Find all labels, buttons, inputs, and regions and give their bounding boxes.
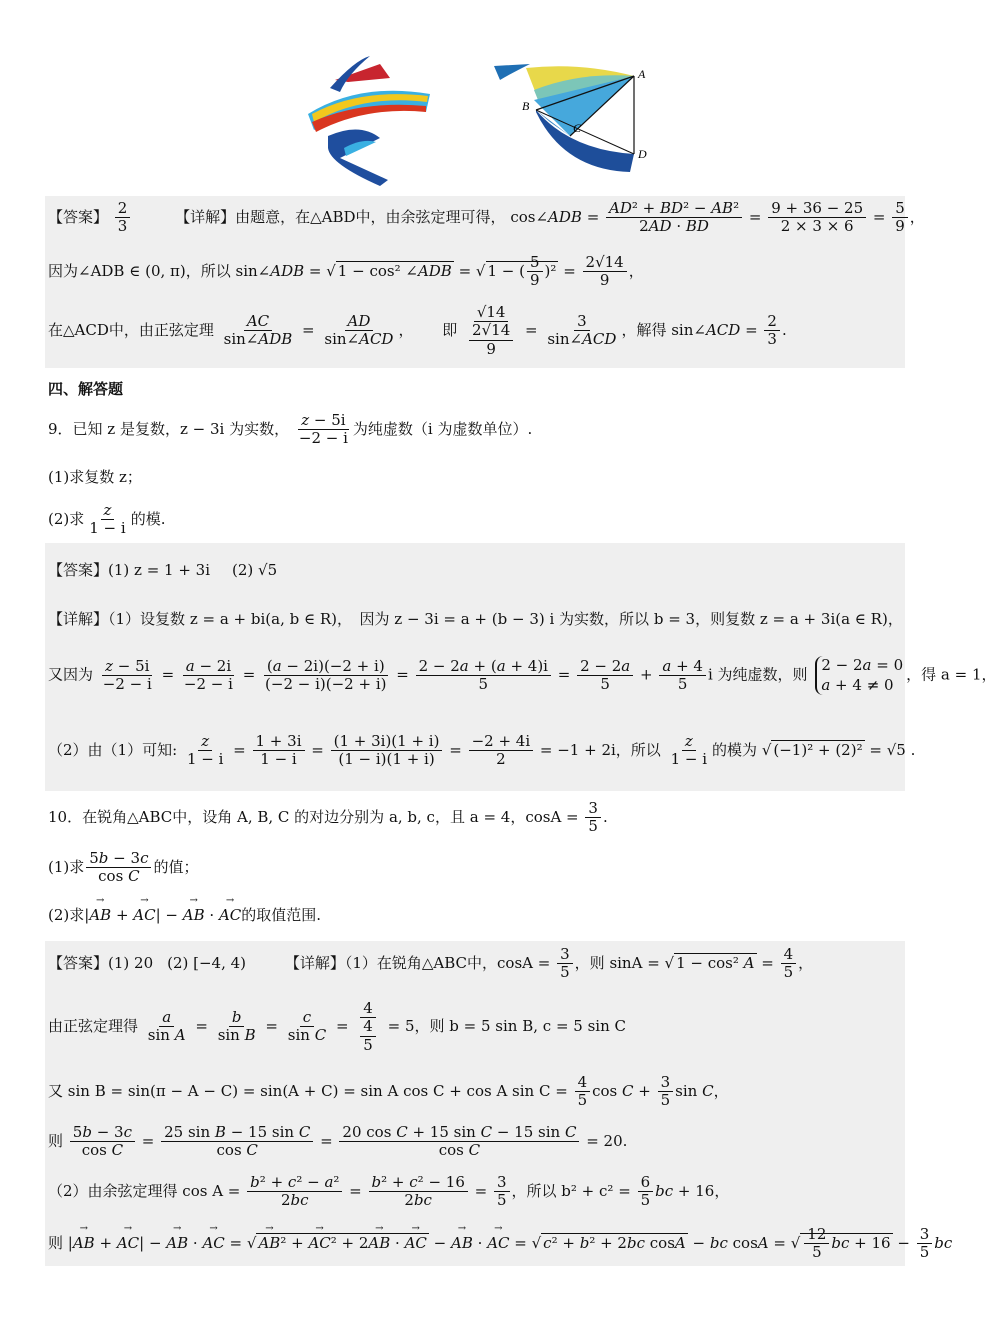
answer-10-line2: 由正弦定理得 $\frac{a}{\text{sin A}}$ = $\frac{b}{\text{sin B}}$ = $\frac{c}{\text{sin C}}$ = $\frac{4}{\frac{4}{5}}$ = 5，则 b = 5 sin B, c = 5 sin C (48, 999, 626, 1054)
point-A-label: A (638, 67, 646, 81)
question-9-stem: 9．已知 z 是复数，z − 3i 为实数， $\frac{z - 5i}{-2 - i}$ 为纯虚数（i 为虚数单位）. (48, 411, 533, 448)
section-title: 四、解答题 (48, 380, 124, 398)
geometry-figure (490, 60, 660, 190)
answer-8-line3: 在△ACD中，由正弦定理 $\frac{AC}{\text{sin∠ADB}}$ = $\frac{AD}{\text{sin∠ACD}}$ ， 即 $\frac{√14}{\frac{2√14}{9}}$ = $\frac{3}{\text{sin∠ACD}}$ ，解得 sin∠ACD = $\frac{2}{3}$ . (48, 303, 787, 358)
question-10-part2: (2)求|→ AB + → AC| − → AB · → AC的取值范围. (48, 904, 321, 925)
question-9-part2: (2)求 $\frac{z}{1 - i}$ 的模. (48, 501, 166, 538)
answer-tag: 【答案】 (48, 208, 109, 226)
detail-text: 由题意，在△ABD中，由余弦定理可得， (235, 207, 506, 226)
point-C-label: C (573, 121, 582, 135)
question-10-part1: (1)求 $\frac{5b - 3c}{\text{cos C}}$ 的值； (48, 849, 199, 886)
answer-9-line3: 又因为 $\frac{z - 5i}{-2 - i}$ = $\frac{a - 2i}{-2 - i}$ = $\frac{(a - 2i)(-2 + i)}{(-2 - i)(-2 + i)}$ = $\frac{2 - 2a + (a + 4)i}{5}$ = $\frac{2 - 2a}{5}$ + $\frac{a + 4}{5}$ i 为纯虚数，则 2 − 2a = 0 a + 4 ≠ 0 ，得 a = 1， (48, 656, 997, 694)
answer-value: $\frac{2}{3}$ (115, 200, 131, 236)
answer-8-line1: 【答案】 $\frac{2}{3}$ 【详解】由题意，在△ABD中，由余弦定理可得， cos∠ADB = $\frac{\text{AD² + BD² − AB²}}{2AD \cdot BD}$ = $\frac{9 + 36 - 25}{2 \times 3 \times 6}$ = $\frac{5}{9}$ ， (48, 199, 925, 236)
point-B-label: B (522, 99, 530, 113)
answer-8-line2: 因为∠ADB ∈ (0, π)，所以 sin∠ADB = √ 1 − cos² ∠ADB = √ 1 − ( $\frac{5}{9}$ )² = $\frac{2√14}{9}$ ， (48, 253, 644, 290)
question-9-part1: (1)求复数 z； (48, 468, 142, 486)
answer-10-line4: 则 $\frac{5b - 3c}{\text{cos C}}$ = $\frac{\text{25 sin B − 15 sin C}}{\text{cos C}}$ = $\frac{\text{20 cos C + 15 sin C − 15 sin C}}{\text{cos C}}$ = 20. (48, 1123, 628, 1160)
answer-10-line1: 【答案】(1) 20 (2) [−4, 4) 【详解】（1）在锐角△ABC中，cosA = $\frac{3}{5}$ ，则 sinA = √ 1 − cos² A = $\frac{4}{5}$ ， (48, 945, 814, 982)
answer-9-line2: 【详解】（1）设复数 z = a + bi(a, b ∈ R)， 因为 z − 3i = a + (b − 3) i 为实数，所以 b = 3，则复数 z = a + 3i(a ∈ R)， (48, 610, 903, 628)
logo-figure (300, 52, 440, 188)
point-D-label: D (638, 147, 647, 161)
logo-lower-stroke (328, 129, 388, 186)
question-10-stem: 10．在锐角△ABC中，设角 A, B, C 的对边分别为 a, b, c，且 a = 4，cosA = $\frac{3}{5}$ . (48, 799, 608, 836)
answer-10-line3: 又 sin B = sin(π − A − C) = sin(A + C) = sin A cos C + cos A sin C = $\frac{4}{5}$ cos C + $\frac{3}{5}$ sin C， (48, 1073, 729, 1110)
answer-10-line5: （2）由余弦定理得 cos A = $\frac{\text{b² + c² − a²}}{2bc}$ = $\frac{\text{b² + c² − 16}}{2bc}$ = $\frac{3}{5}$ ，所以 b² + c² = $\frac{6}{5}$ bc + 16， (48, 1173, 730, 1210)
answer-9-line4: （2）由（1）可知: $\frac{z}{1 - i}$ = $\frac{1 + 3i}{1 - i}$ = $\frac{(1 + 3i)(1 + i)}{(1 - i)(1 + i)}$ = $\frac{-2 + 4i}{2}$ = −1 + 2i，所以 $\frac{z}{1 - i}$ 的模为 √ (−1)² + (2)² = √5 . (48, 732, 916, 769)
detail-tag: 【详解】 (175, 208, 236, 226)
answer-10-line6: 则 |→ AB + → AC| − → AB · → AC = √→ AB² + → AC² + 2→ AB · → AC − → AB · → AC = √ c² + b² + 2bc cosA − bc cosA = √ $\frac{12}{5}$ bc + 16 − $\frac{3}{5}$ bc (48, 1226, 952, 1262)
answer-9-line1: 【答案】(1) z = 1 + 3i (2) √5 (48, 561, 278, 579)
